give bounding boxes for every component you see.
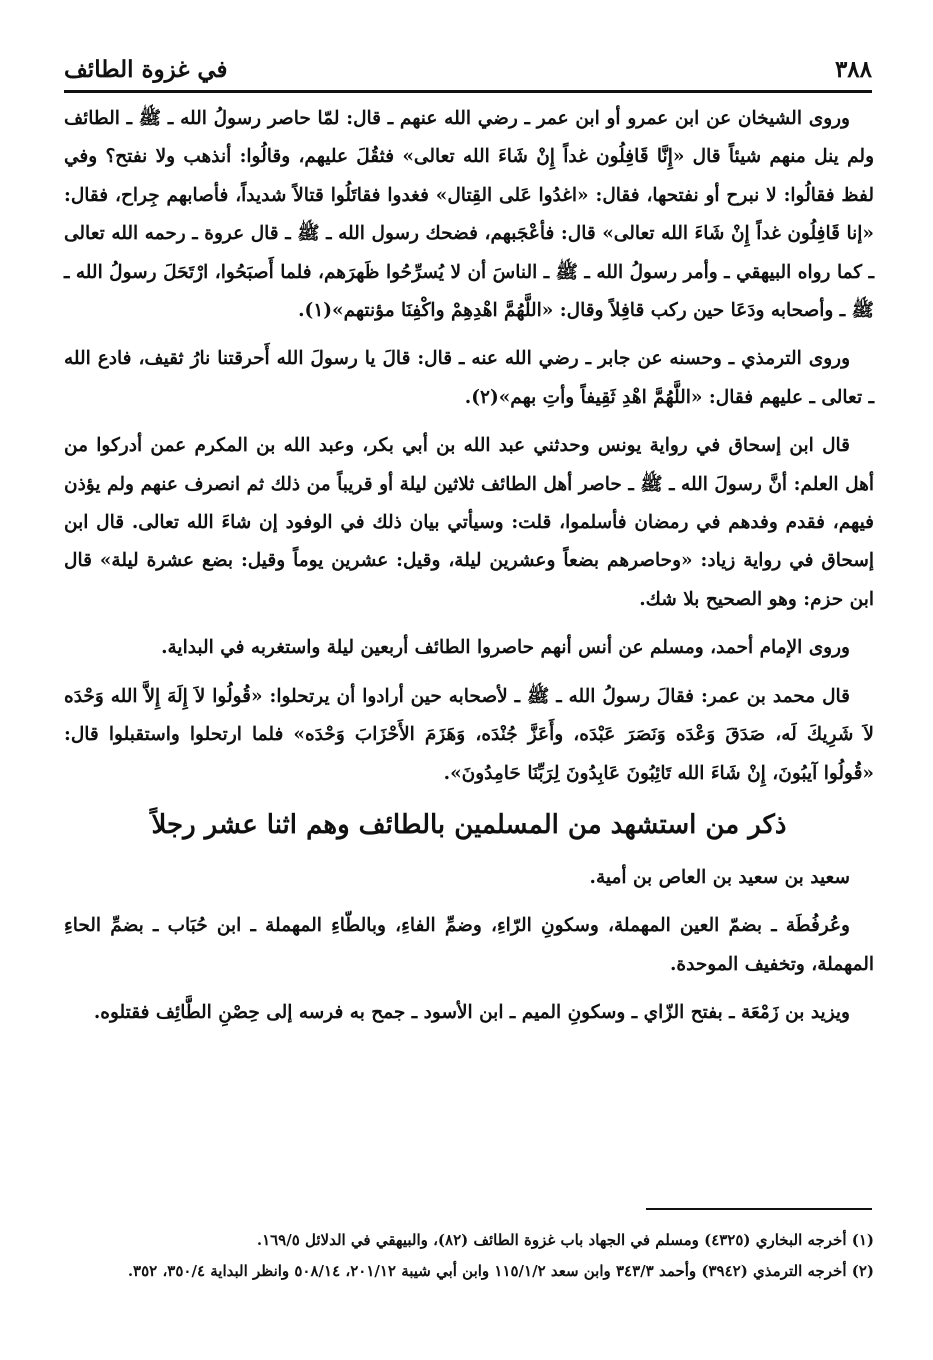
footnote-1: (١) أخرجه البخاري (٤٣٢٥) ومسلم في الجهاد باب غزوة الطائف (٨٢)، والبيهقي في الدلائل ١٦٩/٥. — [256, 1231, 874, 1249]
page-header — [64, 48, 872, 93]
section-heading: ذكر من استشهد من المسلمين بالطائف وهم اثنا عشر رجلاً — [151, 809, 787, 840]
footnotes — [64, 1226, 874, 1288]
footnote-divider — [646, 1208, 872, 1210]
main-text — [64, 100, 874, 1043]
paragraph-ahmad-narration: وروى الإمام أحمد، ومسلم عن أنس أنهم حاصروا الطائف أربعين ليلة واستغربه في البداية. — [161, 637, 850, 659]
martyr-entry: وعُرفُطَة ـ بضمّ العين المهملة، وسكونِ الرّاءِ، وضمِّ الفاءِ، وبالطّاءِ المهملة ـ ابن حُبَاب ـ بضمِّ الحاءِ المهملة، وتخفيف الموحدة. — [64, 915, 874, 975]
page-number: ٣٨٨ — [834, 55, 872, 83]
martyr-entry: سعيد بن سعيد بن العاص بن أمية. — [589, 866, 850, 888]
martyr-entry: ويزيد بن زَمْعَة ـ بفتح الزّاي ـ وسكونِ الميم ـ ابن الأسود ـ جمح به فرسه إلى حِصْنِ الطَّائِف فقتلوه. — [93, 1002, 850, 1024]
paragraph-shaykhan-narration: وروى الشيخان عن ابن عمرو أو ابن عمر ـ رضي الله عنهم ـ قال: لمّا حاصر رسولُ الله ـ ﷺ ـ الطائف ولم ينل منهم شيئاً قال «إِنَّا قَافِلُون غداً إِنْ شَاءَ الله تعالى» فثقُلَ عليهم، وقالُوا: أنذهب ولا نفتح؟ وفي لفظ فقالُوا: لا نبرح أو نفتحها، فقال: «اغدُوا عَلى القِتال» فغدوا فقاتَلُوا قتالاً شديداً، فأصابهم جِراح، فقال: «إنا قَافِلُون غداً إِنْ شَاءَ الله تعالى» قال: فأعْجَبهم، فضحك رسول الله ـ ﷺ ـ قال عروة ـ رحمه الله تعالى ـ كما رواه البيهقي ـ وأمر رسولُ الله ـ ﷺ ـ الناسَ أن لا يُسرِّحُوا ظَهرَهم، فلما أَصبَحُوا، ارْتَحَلَ رسولُ الله ـ ﷺ ـ وأصحابه ودَعَا حين ركب قافِلاً وقال: «اللَّهُمَّ اهْدِهِمْ واكْفِنَا مؤنتهم»(١). — [64, 108, 874, 322]
paragraph-tirmidhi-narration: وروى الترمذي ـ وحسنه عن جابر ـ رضي الله عنه ـ قال: قالَ يا رسولَ الله أَحرقتنا نارُ ثقيف، فادع الله ـ تعالى ـ عليهم فقال: «اللَّهُمَّ اهْدِ ثَقِيفاً وأتِ بهم»(٢). — [64, 348, 874, 408]
footnote-2: (٢) أخرجه الترمذي (٣٩٤٢) وأحمد ٣٤٣/٣ وابن سعد ١١٥/١/٢ وابن أبي شيبة ٢٠١/١٢، ٥٠٨/١٤ وانظر البداية ٣٥٠/٤، ٣٥٢. — [127, 1262, 874, 1280]
paragraph-muhammad-ibn-umar-narration: قال محمد بن عمر: فقالَ رسولُ الله ـ ﷺ ـ لأصحابه حين أرادوا أن يرتحلوا: «قُولُوا لاَ إِلَهَ إِلاَّ الله وَحْدَه لاَ شَرِيكَ لَه، صَدَقَ وَعْدَه وَنَصَرَ عَبْدَه، وأَعَزَّ جُنْدَه، وَهَزَمَ الأَحْزَابَ وَحْدَه» فلما ارتحلوا واستقبلوا قال: «قُولُوا آيبُونَ، إِنْ شَاءَ الله تَائِبُونَ عَابِدُونَ لِرَبِّنَا حَامِدُونَ». — [64, 685, 874, 784]
running-title: في غزوة الطائف — [64, 55, 228, 83]
paragraph-ibn-ishaq-narration: قال ابن إسحاق في رواية يونس وحدثني عبد الله بن أبي بكر، وعبد الله بن المكرم عمن أدركوا من أهل العلم: أنَّ رسولَ الله ـ ﷺ ـ حاصر أهل الطائف ثلاثين ليلة أو قريباً من ذلك ثم انصرف عنهم ولم يؤذن فيهم، فقدم وفدهم في رمضان فأسلموا، قلت: وسيأتي بيان ذلك في الوفود إن شاءَ الله تعالى. قال ابن إسحاق في رواية زياد: «وحاصرهم بضعاً وعشرين ليلة، وقيل: عشرين يوماً وقيل: بضع عشرة ليلة» قال ابن حزم: وهو الصحيح بلا شك. — [64, 435, 874, 610]
